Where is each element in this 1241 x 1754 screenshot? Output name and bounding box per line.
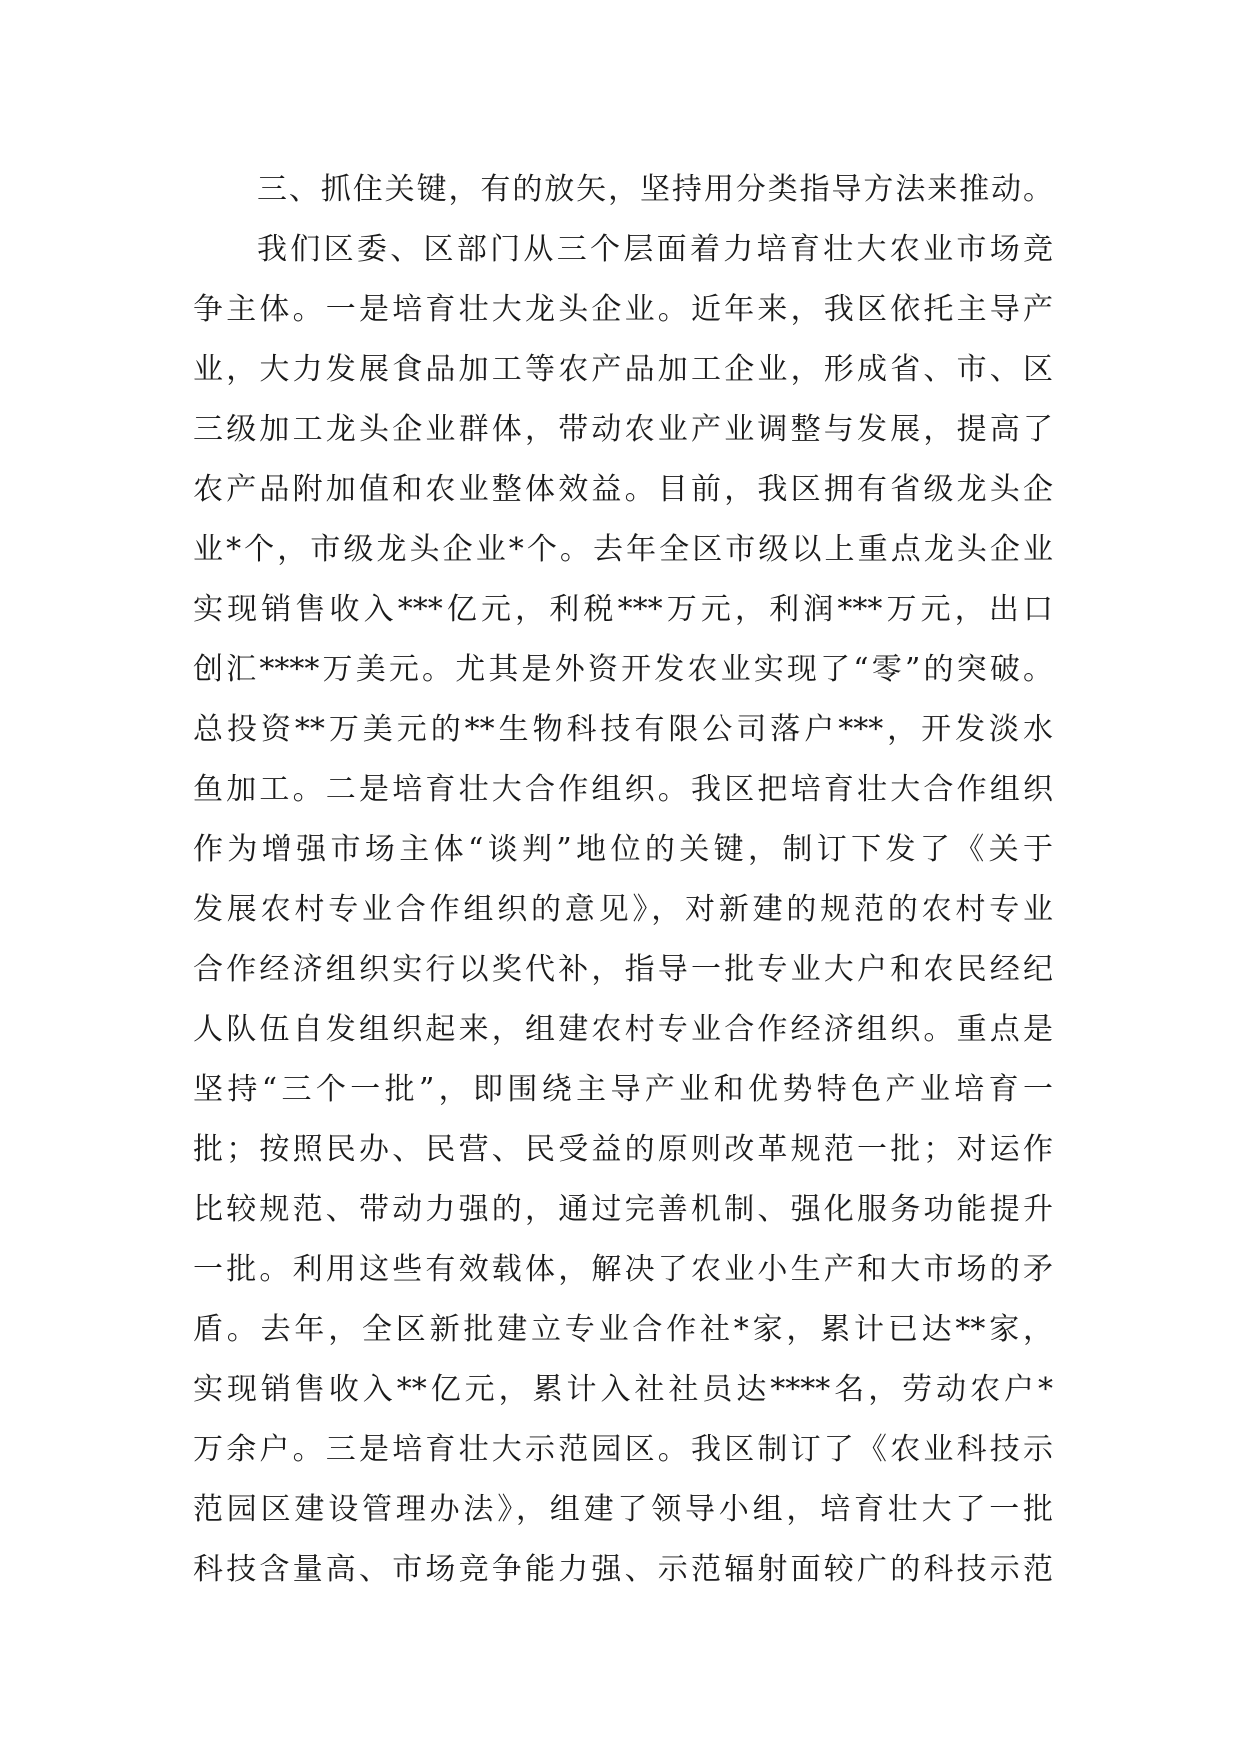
paragraph-line: 总投资**万美元的**生物科技有限公司落户***，开发淡水 — [193, 712, 1053, 747]
paragraph-line: 范园区建设管理办法》，组建了领导小组，培育壮大了一批 — [193, 1492, 1053, 1527]
paragraph-line: 业，大力发展食品加工等农产品加工企业，形成省、市、区 — [193, 352, 1053, 387]
paragraph-line: 发展农村专业合作组织的意见》，对新建的规范的农村专业 — [193, 892, 1053, 927]
paragraph-line: 万余户。三是培育壮大示范园区。我区制订了《农业科技示 — [193, 1432, 1053, 1467]
paragraph-line: 人队伍自发组织起来，组建农村专业合作经济组织。重点是 — [193, 1012, 1053, 1047]
paragraph-line: 创汇****万美元。尤其是外资开发农业实现了“零”的突破。 — [193, 652, 1053, 687]
section-heading: 三、抓住关键，有的放矢，坚持用分类指导方法来推动。 — [257, 172, 1053, 207]
paragraph-line: 实现销售收入***亿元，利税***万元，利润***万元，出口 — [193, 592, 1053, 627]
paragraph-line: 农产品附加值和农业整体效益。目前，我区拥有省级龙头企 — [193, 472, 1053, 507]
paragraph-line: 合作经济组织实行以奖代补，指导一批专业大户和农民经纪 — [193, 952, 1053, 987]
document-body — [193, 160, 1053, 1600]
paragraph-line: 鱼加工。二是培育壮大合作组织。我区把培育壮大合作组织 — [193, 772, 1053, 807]
paragraph-line: 三级加工龙头企业群体，带动农业产业调整与发展，提高了 — [193, 412, 1053, 447]
paragraph-line: 科技含量高、市场竞争能力强、示范辐射面较广的科技示范 — [193, 1552, 1053, 1587]
paragraph-line: 比较规范、带动力强的，通过完善机制、强化服务功能提升 — [193, 1192, 1053, 1227]
paragraph-line: 批；按照民办、民营、民受益的原则改革规范一批；对运作 — [193, 1132, 1053, 1167]
paragraph-line: 业*个，市级龙头企业*个。去年全区市级以上重点龙头企业 — [193, 532, 1053, 567]
paragraph-line: 坚持“三个一批”，即围绕主导产业和优势特色产业培育一 — [193, 1072, 1053, 1107]
paragraph-line: 争主体。一是培育壮大龙头企业。近年来，我区依托主导产 — [193, 292, 1053, 327]
paragraph-line: 作为增强市场主体“谈判”地位的关键，制订下发了《关于 — [193, 832, 1053, 867]
paragraph-line: 实现销售收入**亿元，累计入社社员达****名，劳动农户* — [193, 1372, 1053, 1407]
paragraph-line: 盾。去年，全区新批建立专业合作社*家，累计已达**家， — [193, 1312, 1053, 1347]
paragraph-line: 一批。利用这些有效载体，解决了农业小生产和大市场的矛 — [193, 1252, 1053, 1287]
paragraph-line: 我们区委、区部门从三个层面着力培育壮大农业市场竞 — [257, 232, 1053, 267]
